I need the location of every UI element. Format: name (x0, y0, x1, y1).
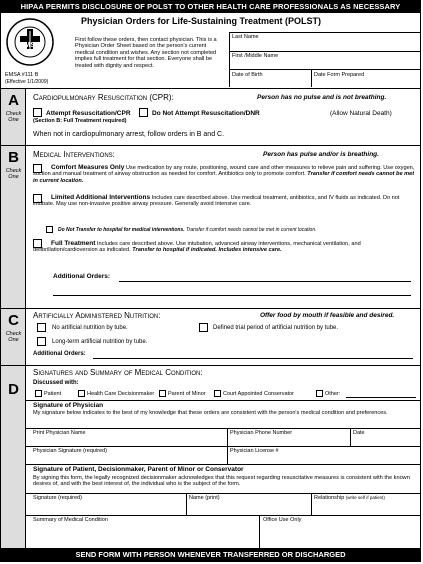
print-physician-field[interactable] (31, 436, 225, 445)
section-b-note: Person has pulse and/or is breathing. (263, 151, 379, 158)
discussed-label: Discussed with: (33, 380, 79, 386)
no-transfer-rest: Transfer if comfort needs cannot be met in current location. (185, 227, 317, 233)
limited-text: Includes care described above. Use medical treatment, antibiotics, and IV fluids as indicated. Do not intubate. May use non-invasive positive airway pressure. Generally avoid intensive care. (33, 195, 400, 208)
office-use-label: Office Use Only (263, 517, 302, 523)
discussed-other-checkbox[interactable] (316, 390, 323, 397)
last-name-label: Last Name (232, 34, 259, 40)
physician-phone-field[interactable] (229, 436, 348, 445)
intro-text: First follow these orders, then contact physician. This is a Physician Order Sheet based on the person's current medical condition and wishes. Any section not completed implies full treatment for that section. Everyone shall be treated with dignity and respect. (75, 37, 217, 69)
patient-sig-field[interactable] (31, 502, 184, 514)
trial-nutrition-checkbox[interactable] (199, 323, 208, 332)
summary-field[interactable] (31, 524, 257, 548)
full-title: Full Treatment (51, 240, 96, 247)
dnr-checkbox[interactable] (139, 108, 148, 117)
discussed-decisionmaker: Health Care Decisionmaker (87, 391, 155, 397)
relationship-field[interactable] (313, 502, 418, 514)
print-physician-label: Print Physician Name (33, 430, 86, 436)
physician-license-field[interactable] (229, 454, 418, 463)
date-field[interactable] (352, 436, 418, 445)
sig-physician-heading: Signature of Physician (33, 402, 104, 409)
section-a-heading: Cardiopulmonary Resuscitation (CPR): (33, 93, 174, 102)
longterm-nutrition-checkbox[interactable] (37, 337, 46, 346)
comfort-title: Comfort Measures Only (51, 164, 125, 171)
discussed-parent: Parent of Minor (168, 391, 206, 397)
section-a-check: Check One (5, 111, 22, 123)
section-b-additional-line-2[interactable] (53, 295, 411, 296)
no-transfer-checkbox[interactable] (46, 226, 53, 233)
section-c-additional-label: Additional Orders: (33, 351, 86, 357)
no-nutrition-label: No artificial nutrition by tube. (52, 325, 128, 331)
dob-field[interactable] (231, 78, 309, 86)
name-print-label: Name (print) (189, 495, 220, 501)
cpr-attempt-label: Attempt Resuscitation/CPR (46, 110, 131, 117)
discussed-parent-checkbox[interactable] (159, 390, 166, 397)
section-c-heading: Artificially Administered Nutrition: (33, 311, 161, 320)
discussed-conservator-checkbox[interactable] (214, 390, 221, 397)
first-middle-label: First /Middle Name (232, 53, 279, 59)
discussed-other: Other: (325, 391, 341, 397)
discussed-other-line[interactable] (346, 397, 416, 398)
physician-sig-field[interactable] (31, 454, 225, 463)
bottom-banner: SEND FORM WITH PERSON WHENEVER TRANSFERRED OR DISCHARGED (1, 548, 420, 561)
seal-text: EMSA (19, 42, 41, 49)
relationship-note: (write self if patient) (345, 495, 385, 500)
relationship-label: Relationship (314, 495, 345, 501)
cpr-attempt-sub: (Section B: Full Treatment required) (33, 118, 127, 124)
date-prepared-field[interactable] (313, 78, 418, 86)
section-a-footer: When not in cardiopulmonary arrest, follow orders in B and C. (33, 131, 225, 138)
section-b-check: Check One (5, 168, 22, 180)
dnr-paren: (Allow Natural Death) (330, 110, 392, 117)
section-a-letter: A (8, 92, 19, 109)
page-title: Physician Orders for Life-Sustaining Treatment (POLST) (81, 16, 322, 26)
discussed-patient: Patient (44, 391, 62, 397)
last-name-field[interactable] (231, 41, 417, 50)
cpr-attempt-checkbox[interactable] (33, 108, 42, 117)
comfort-text: Use medication by any route, positioning, wound care and other measures to relieve pain and suffering. Use oxygen, suction and manual treatment of airway obstruction as needed for comfort. Antibiotics only to promote comfort. (33, 165, 415, 178)
comfort-transfer: Transfer if comfort needs cannot be met in current location. (33, 171, 415, 184)
physician-sig-label: Physician Signature (required) (33, 448, 107, 454)
longterm-nutrition-label: Long-term artificial nutrition by tube. (52, 339, 148, 345)
section-b-heading: Medical Interventions: (33, 150, 115, 159)
dob-label: Date of Birth (232, 72, 263, 78)
form-id: EMSA #111 B (5, 72, 39, 78)
section-b-additional-label: Additional Orders: (53, 273, 111, 280)
section-b-additional-line[interactable] (119, 281, 411, 282)
patient-sig-label: Signature (required) (33, 495, 82, 501)
effective-date: (Effective 1/1/2009) (5, 79, 49, 85)
section-c-letter: C (8, 312, 19, 329)
emsa-seal-icon (5, 17, 55, 67)
first-middle-field[interactable] (231, 60, 417, 68)
section-d-letter: D (8, 381, 19, 398)
section-d-heading: Signatures and Summary of Medical Condition: (33, 368, 203, 377)
no-nutrition-checkbox[interactable] (37, 323, 46, 332)
full-transfer: Transfer to hospital if indicated. Includes intensive care. (132, 247, 282, 254)
date-label: Date (353, 430, 365, 436)
summary-label: Summary of Medical Condition (33, 517, 108, 523)
section-c-check: Check One (5, 331, 22, 343)
discussed-patient-checkbox[interactable] (35, 390, 42, 397)
sig-patient-heading: Signature of Patient, Decisionmaker, Parent of Minor or Conservator (33, 466, 244, 473)
name-print-field[interactable] (188, 502, 309, 514)
date-prepared-label: Date Form Prepared (314, 72, 365, 78)
sig-physician-text: My signature below indicates to the best of my knowledge that these orders are consistent with the person's medical condition and preferences. (33, 410, 388, 416)
physician-license-label: Physician License # (230, 448, 279, 454)
full-text: Includes care described above. Use intubation, advanced airway interventions, mechanical ventilation, and defibrillation/cardioversion as indicated. (33, 241, 361, 254)
trial-nutrition-label: Defined trial period of artificial nutrition by tube. (213, 325, 339, 331)
physician-phone-label: Physician Phone Number (230, 430, 293, 436)
section-c-note: Offer food by mouth if feasible and desired. (260, 312, 395, 319)
discussed-conservator: Court Appointed Conservator (223, 391, 294, 397)
section-b-letter: B (8, 149, 19, 166)
sig-patient-text: By signing this form, the legally recognized decisionmaker acknowledges that this request regarding resuscitative measures is consistent with the known desires of, and with the best interest of, the individual who is the subject of the form. (33, 475, 410, 488)
discussed-decisionmaker-checkbox[interactable] (78, 390, 85, 397)
section-a-note: Person has no pulse and is not breathing. (257, 94, 387, 101)
dnr-label: Do Not Attempt Resuscitation/DNR (152, 110, 260, 117)
section-c-additional-line[interactable] (93, 358, 413, 359)
top-banner: HIPAA PERMITS DISCLOSURE OF POLST TO OTHER HEALTH CARE PROFESSIONALS AS NECESSARY (1, 1, 420, 13)
limited-title: Limited Additional Interventions (51, 194, 151, 201)
no-transfer-label: Do Not Transfer to hospital for medical interventions. (58, 227, 185, 233)
